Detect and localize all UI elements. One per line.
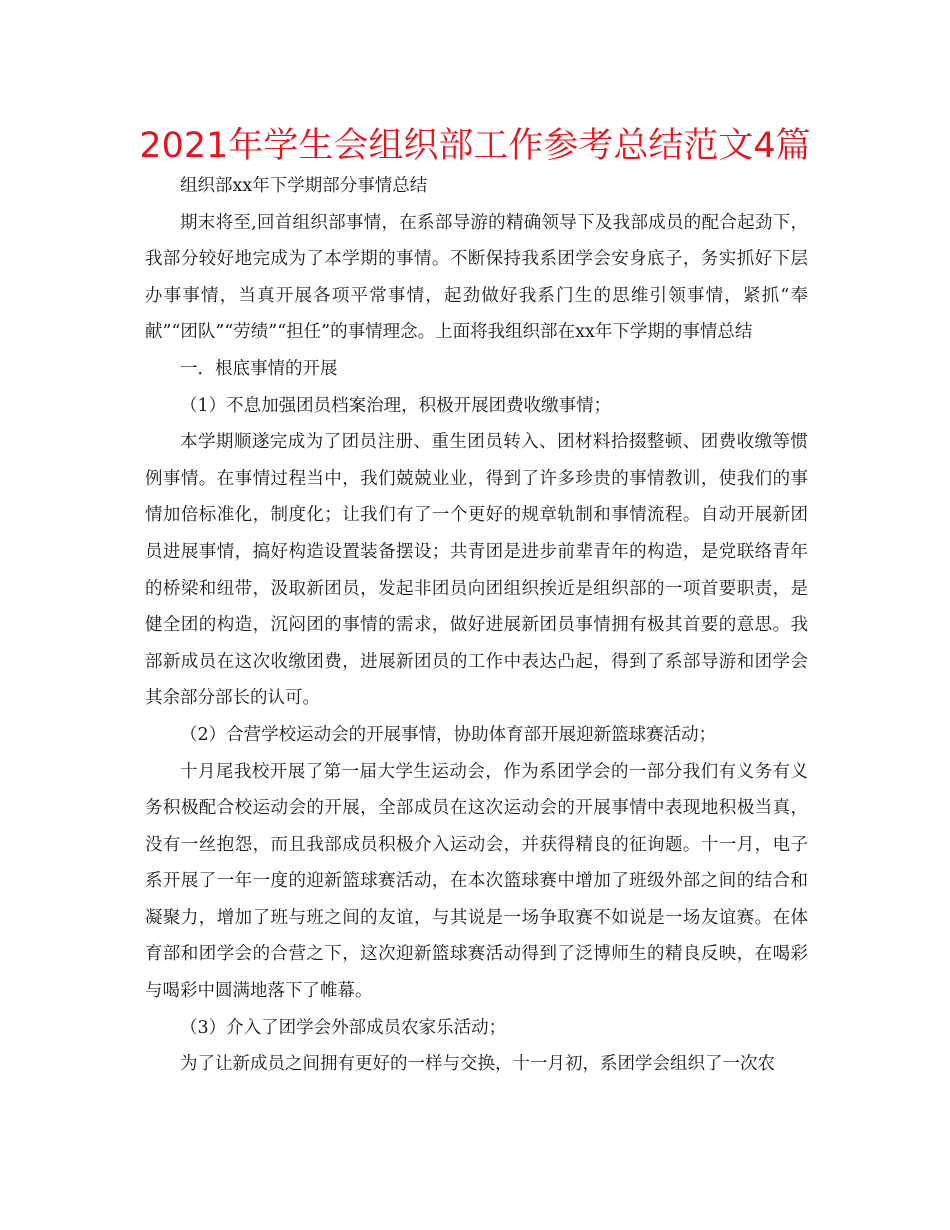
- subsection-heading: （1）不息加强团员档案治理，积极开展团费收缴事情；: [180, 395, 612, 416]
- document-title: 2021年学生会组织部工作参考总结范文4篇: [139, 126, 811, 166]
- paragraph: 本学期顺遂完成为了团员注册、重生团员转入、团材料拾掇整顿、团费收缴等惯例事情。在事情过程当中，我们兢兢业业，得到了许多珍贵的事情教训，使我们的事情加倍标准化，制度化；让我们有了一个更好的规章轨制和事情流程。自动开展新团员进展事情，搞好构造设置装备摆设；共青团是进步前辈青年的构造，是党联络青年的桥梁和纽带，汲取新团员，发起非团员向团组织挨近是组织部的一项首要职责，是健全团的构造，沉闷团的事情的需求，做好进展新团员事情拥有极其首要的意思。我部新成员在这次收缴团费，进展新团员的工作中表达凸起，得到了系部导游和团学会其余部分部长的认可。: [145, 432, 808, 709]
- document-body: [145, 168, 808, 1083]
- paragraph: 为了让新成员之间拥有更好的一样与交换，十一月初，系团学会组织了一次农: [180, 1054, 775, 1075]
- subsection-heading: （3）介入了团学会外部成员农家乐活动；: [180, 1017, 507, 1038]
- paragraph: 期末将至,回首组织部事情，在系部导游的精确领导下及我部成员的配合起劲下，我部分较好地完成为了本学期的事情。不断保持我系团学会安身底子，务实抓好下层办事事情，当真开展各项平常事情，起劲做好我系门生的思维引领事情，紧抓“奉献”“团队”“劳绩”“担任”的事情理念。上面将我组织部在xx年下学期的事情总结: [145, 212, 808, 343]
- subsection-heading: （2）合营学校运动会的开展事情，协助体育部开展迎新篮球赛活动；: [180, 724, 717, 745]
- paragraph-subtitle: 组织部xx年下学期部分事情总结: [180, 176, 428, 196]
- paragraph: 十月尾我校开展了第一届大学生运动会，作为系团学会的一部分我们有义务有义务积极配合校运动会的开展，全部成员在这次运动会的开展事情中表现地积极当真，没有一丝抱怨，而且我部成员积极介入运动会，并获得精良的征询题。十一月，电子系开展了一年一度的迎新篮球赛活动，在本次篮球赛中增加了班级外部之间的结合和凝聚力，增加了班与班之间的友谊，与其说是一场争取赛不如说是一场友谊赛。在体育部和团学会的合营之下，这次迎新篮球赛活动得到了泛博师生的精良反映，在喝彩与喝彩中圆满地落下了帷幕。: [145, 761, 808, 1002]
- section-heading: 一．根底事情的开展: [180, 358, 338, 379]
